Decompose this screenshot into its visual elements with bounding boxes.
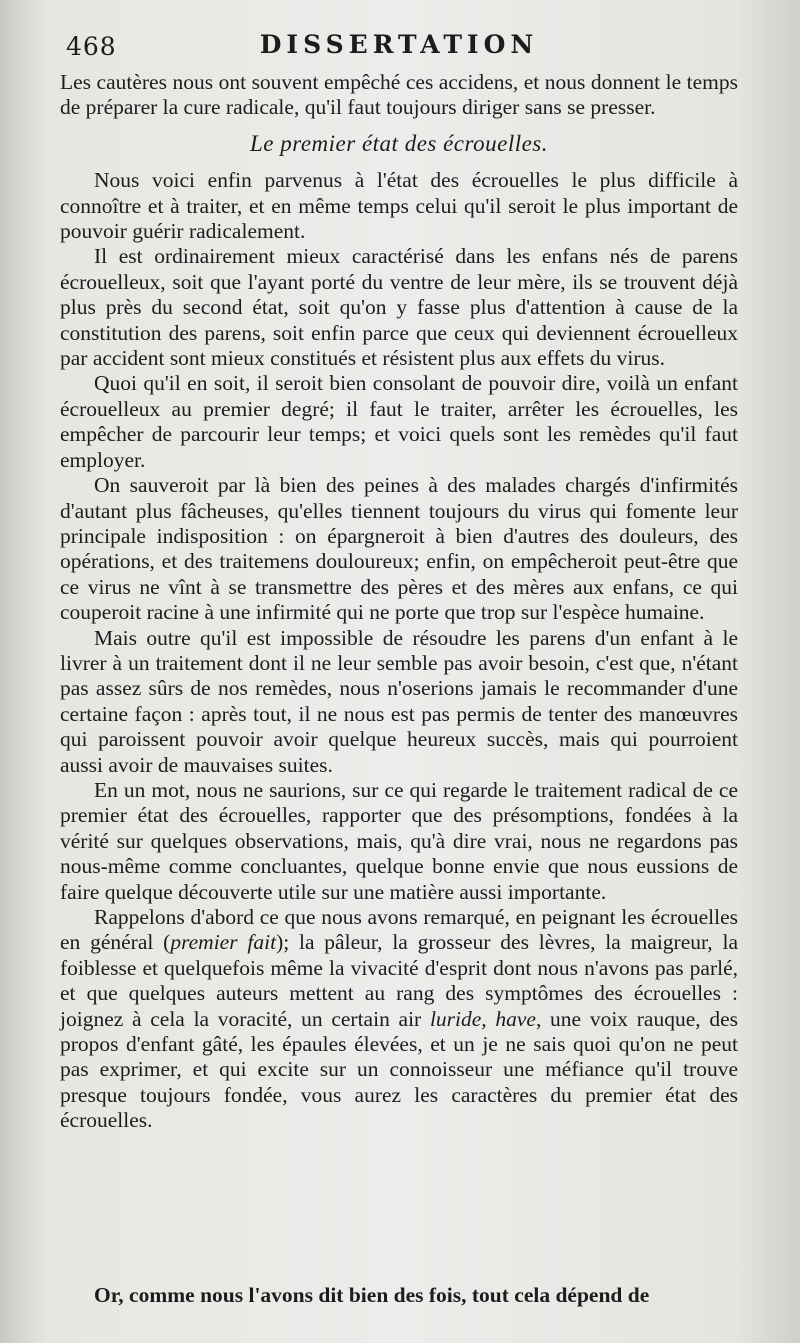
page-header xyxy=(60,22,738,70)
paragraph-7-part-c: , une voix rauque, des propos d'enfant gâté, les épaules élevées, et un je ne sais quoi qu'on ne peut pas exprimer, et qui excite sur un connoisseur une méfiance qu'il trouve presque toujours fondée, vous aurez les caractères du premier état des écrouelles. xyxy=(60,1006,738,1133)
paragraph-7-italic-premier-fait: premier fait xyxy=(170,930,277,955)
page-body xyxy=(60,70,738,1134)
paragraph-7 xyxy=(60,905,738,1134)
section-title: Le premier état des écrouelles. xyxy=(249,130,549,156)
paragraph-7-part-b: ); la pâleur, la grosseur des lèvres, la maigreur, la foiblesse et quelquefois même la vivacité d'esprit dont nous n'avons pas parlé, et que quelques auteurs mettent au rang des symptômes des écrouelles : joignez à cela la voracité, un certain air xyxy=(60,930,738,1031)
paragraph-7-italic-luride: luride, have xyxy=(429,1006,536,1031)
paragraph-4: On sauveroit par là bien des peines à des malades chargés d'infirmités d'autant plus fâcheuses, qu'elles tiennent toujours du virus qui fomente leur principale indisposition : on épargneroit à bien d'autres des douleurs, des opérations, et des traitemens douloureux; enfin, on empêcheroit peut-être que ce virus ne vînt à se transmettre des pères et des mères aux enfans, ce qui couperoit racine à une infirmité qui ne porte que trop sur l'espèce humaine. xyxy=(60,473,738,625)
paragraph-1: Nous voici enfin parvenus à l'état des écrouelles le plus difficile à connoître et à traiter, et en même temps celui qu'il seroit le plus important de pouvoir guérir radicalement. xyxy=(60,168,738,244)
paragraph-5: Mais outre qu'il est impossible de résoudre les parens d'un enfant à le livrer à un traitement dont il ne leur semble pas avoir besoin, c'est que, n'étant pas assez sûrs de nos remèdes, nous n'oserions jamais le recommander d'une certaine façon : après tout, il ne nous est pas permis de tenter des manœuvres qui paroissent pouvoir avoir quelque heureux succès, mais qui pourroient aussi avoir de mauvaises suites. xyxy=(60,625,738,777)
paragraph-8-catchline: Or, comme nous l'avons dit bien des fois, tout cela dépend de xyxy=(94,1283,650,1307)
paragraph-continued: Les cautères nous ont souvent empêché ces accidens, et nous donnent le temps de préparer la cure radicale, qu'il faut toujours diriger sans se presser. xyxy=(60,70,738,120)
paragraph-6: En un mot, nous ne saurions, sur ce qui regarde le traitement radical de ce premier état des écrouelles, rapporter que des présomptions, fondées à la vérité sur quelques observations, mais, qu'à dire vrai, nous ne regardons pas nous-même comme concluantes, quelque bonne envie que nous eussions de faire quelque découverte utile sur une matière aussi importante. xyxy=(60,777,738,904)
paragraph-7-part-a: Rappelons d'abord ce que nous avons remarqué, en peignant les écrouelles en général ( xyxy=(60,905,738,955)
paragraph-3: Quoi qu'il en soit, il seroit bien consolant de pouvoir dire, voilà un enfant écrouelleux au premier degré; il faut le traiter, arrêter les écrouelles, les empêcher de parcourir leur temps; et voici quels sont les remèdes qu'il faut employer. xyxy=(60,371,738,472)
paragraph-2: Il est ordinairement mieux caractérisé dans les enfans nés de parens écrouelleux, soit que l'ayant porté du ventre de leur mère, ils se trouvent déjà plus près du second état, soit qu'on y fasse plus d'attention à cause de la constitution des parens, soit enfin parce que ceux qui deviennent écrouelleux par accident sont mieux constitués et résistent plus aux effets du virus. xyxy=(60,244,738,371)
page-number: 468 xyxy=(66,32,117,61)
running-head: DISSERTATION xyxy=(259,30,539,59)
